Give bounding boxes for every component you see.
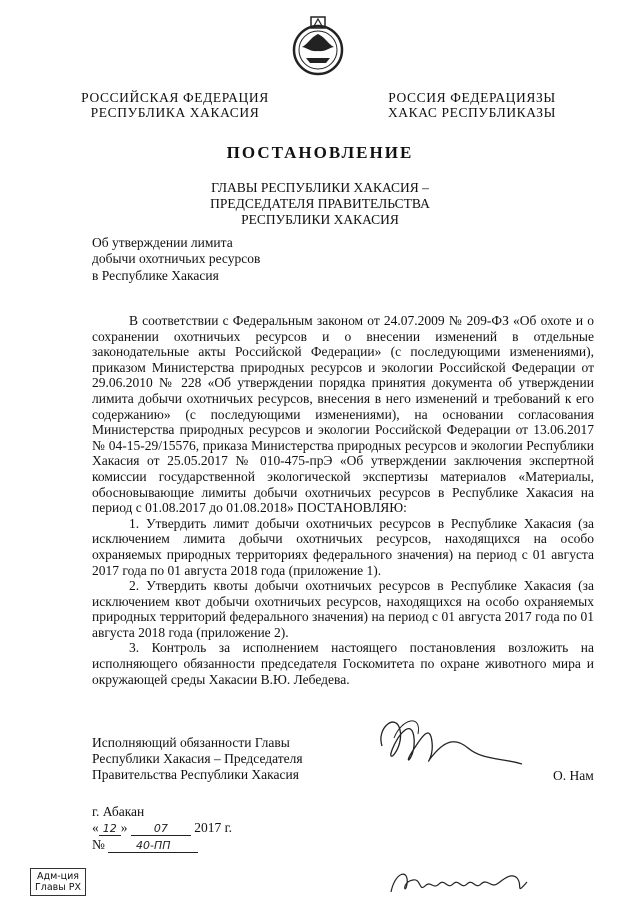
- city: г. Абакан: [92, 804, 145, 819]
- number-label: №: [92, 837, 105, 852]
- signatory-position: [92, 735, 303, 783]
- issuer-block: [0, 180, 640, 228]
- date-close-quote: »: [120, 820, 128, 835]
- issuer-line: ПРЕДСЕДАТЕЛЯ ПРАВИТЕЛЬСТВА: [210, 196, 430, 211]
- date-day: 12: [99, 822, 121, 836]
- body-paragraph: 1. Утвердить лимит добычи охотничьих ресурсов в Республике Хакасия (за исключением лимита добычи охотничьих ресурсов, находящихся на особо охраняемых природных территориях федерального значения) на период с 01 августа 2017 года по 01 августа 2018 года (приложение 1).: [92, 515, 594, 578]
- body-paragraph: В соответствии с Федеральным законом от 24.07.2009 № 209-ФЗ «Об охоте и о сохранении охотничьих ресурсов и о внесении изменений в отдельные законодательные акты Российской Федерации» (с последующими изменениями), приказом Министерства природных ресурсов и экологии Российской Федерации от 29.06.2010 № 228 «Об утверждении порядка принятия документа об утверждении лимита добычи охотничьих ресурсов, внесения в него изменений и требований к его содержанию» (с последующими изменениями), на основании согласования Министерства природных ресурсов и экологии Российской Федерации от 13.06.2017 № 04-15-29/15576, приказа Министерства природных ресурсов и экологии Республики Хакасия от 25.05.2017 № 010-475-прЭ «Об утверждении заключения экспертной комиссии государственной экологической экспертизы материалов «Материалы, обосновывающие лимиты добычи охотничьих ресурсов в Республике Хакасия на период с 01.08.2017 до 01.08.2018» ПОСТАНОВЛЯЮ:: [92, 313, 594, 516]
- signatory-line: Исполняющий обязанности Главы: [92, 735, 290, 750]
- header-left-line: РОССИЙСКАЯ ФЕДЕРАЦИЯ: [81, 90, 269, 105]
- subject-block: [92, 235, 260, 284]
- header-right-line: РОССИЯ ФЕДЕРАЦИЯЗЫ: [388, 90, 556, 105]
- body-paragraph: 2. Утвердить квоты добычи охотничьих ресурсов в Республике Хакасия (за исключением квот добычи охотничьих ресурсов, находящихся на особо охраняемых природных территорий федерального значения) на период с 01 августа 2017 года по 01 августа 2018 года (приложение 2).: [92, 578, 594, 640]
- registry-stamp: [30, 868, 86, 896]
- header-left: [60, 90, 290, 120]
- stamp-line: Главы РХ: [35, 882, 82, 893]
- number-value: 40-ПП: [108, 839, 198, 853]
- document-title: ПОСТАНОВЛЕНИЕ: [226, 143, 414, 162]
- header-left-line: РЕСПУБЛИКА ХАКАСИЯ: [90, 105, 260, 120]
- date-month: 07: [131, 822, 191, 836]
- handwritten-signature: [372, 708, 532, 788]
- coat-of-arms-emblem: [288, 14, 348, 78]
- body-paragraph: 3. Контроль за исполнением настоящего постановления возложить на исполняющего обязанности председателя Госкомитета по охране животного мира и окружающей среды Хакасии В.Ю. Лебедева.: [92, 640, 594, 687]
- number-line: [92, 837, 198, 853]
- date-open-quote: «: [92, 820, 99, 835]
- subject-line: в Республике Хакасия: [92, 267, 219, 283]
- document-body: [92, 313, 594, 687]
- date-year: 2017 г.: [194, 820, 233, 835]
- header-right-line: ХАКАС РЕСПУБЛИКАЗЫ: [387, 105, 557, 120]
- handwritten-initials: [385, 862, 535, 902]
- header-right: [352, 90, 592, 120]
- subject-line: добычи охотничьих ресурсов: [92, 251, 261, 267]
- subject-line: Об утверждении лимита: [92, 235, 233, 250]
- date-line: [92, 820, 232, 836]
- issuer-line: РЕСПУБЛИКИ ХАКАСИЯ: [241, 212, 399, 227]
- signatory-name: О. Нам: [553, 768, 594, 783]
- signatory-line: Республики Хакасия – Председателя: [92, 751, 303, 766]
- signatory-line: Правительства Республики Хакасия: [92, 767, 299, 782]
- stamp-line: Адм-ция: [37, 871, 80, 882]
- issuer-line: ГЛАВЫ РЕСПУБЛИКИ ХАКАСИЯ –: [211, 180, 429, 195]
